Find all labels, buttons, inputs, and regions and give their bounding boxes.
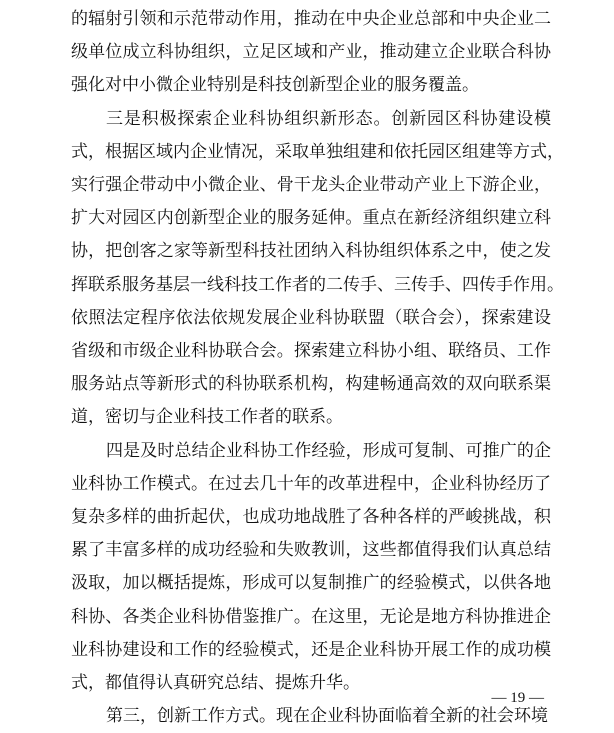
paragraph-start-line: 三是积极探索企业科协组织新形态。创新园区科协建设模 [106, 108, 551, 129]
text-line: 挥联系服务基层一线科技工作者的二传手、三传手、四传手作用。 [71, 274, 564, 295]
text-line: 式，都值得认真研究总结、提炼升华。 [71, 673, 360, 693]
paragraph-start-line: 第三，创新工作方式。现在企业科协面临着全新的社会环境 [106, 706, 548, 727]
text-line: 强化对中小微企业特别是科技创新型企业的服务覆盖。 [71, 75, 479, 96]
text-line: 协，把创客之家等新型科技社团纳入科协组织体系之中，使之发 [71, 241, 551, 262]
text-line: 科协、各类企业科协借鉴推广。在这里，无论是地方科协推进企 [71, 606, 551, 627]
text-line: 的辐射引领和示范带动作用，推动在中央企业总部和中央企业二 [71, 9, 551, 29]
text-line: 扩大对园区内创新型企业的服务延伸。重点在新经济组织建立科 [71, 208, 551, 229]
text-line: 依照法定程序依法依规发展企业科协联盟（联合会），探索建设 [71, 307, 551, 328]
text-line: 级单位成立科协组织，立足区域和产业，推动建立企业联合科协 [71, 42, 551, 63]
text-line: 省级和市级企业科协联合会。探索建立科协小组、联络员、工作 [71, 341, 551, 361]
text-line: 汲取，加以概括提炼，形成可以复制推广的经验模式，以供各地 [71, 573, 551, 594]
page-number: — 19 — [491, 690, 544, 706]
text-line: 业科协建设和工作的经验模式，还是企业科协开展工作的成功模 [71, 639, 551, 660]
text-line: 累了丰富多样的成功经验和失败教训，这些都值得我们认真总结 [71, 540, 551, 561]
paragraph-start-line: 四是及时总结企业科协工作经验，形成可复制、可推广的企 [106, 440, 551, 461]
text-line: 服务站点等新形式的科协联系机构，构建畅通高效的双向联系渠 [71, 374, 551, 395]
text-line: 实行强企带动中小微企业、骨干龙头企业带动产业上下游企业， [71, 175, 551, 195]
text-line: 式，根据区域内企业情况，采取单独组建和依托园区组建等方式， [71, 141, 564, 162]
text-line: 复杂多样的曲折起伏，也成功地战胜了各种各样的严峻挑战，积 [71, 507, 551, 527]
text-line: 道，密切与企业科技工作者的联系。 [71, 407, 343, 428]
text-line: 业科协工作模式。在过去几十年的改革进程中，企业科协经历了 [71, 473, 551, 494]
